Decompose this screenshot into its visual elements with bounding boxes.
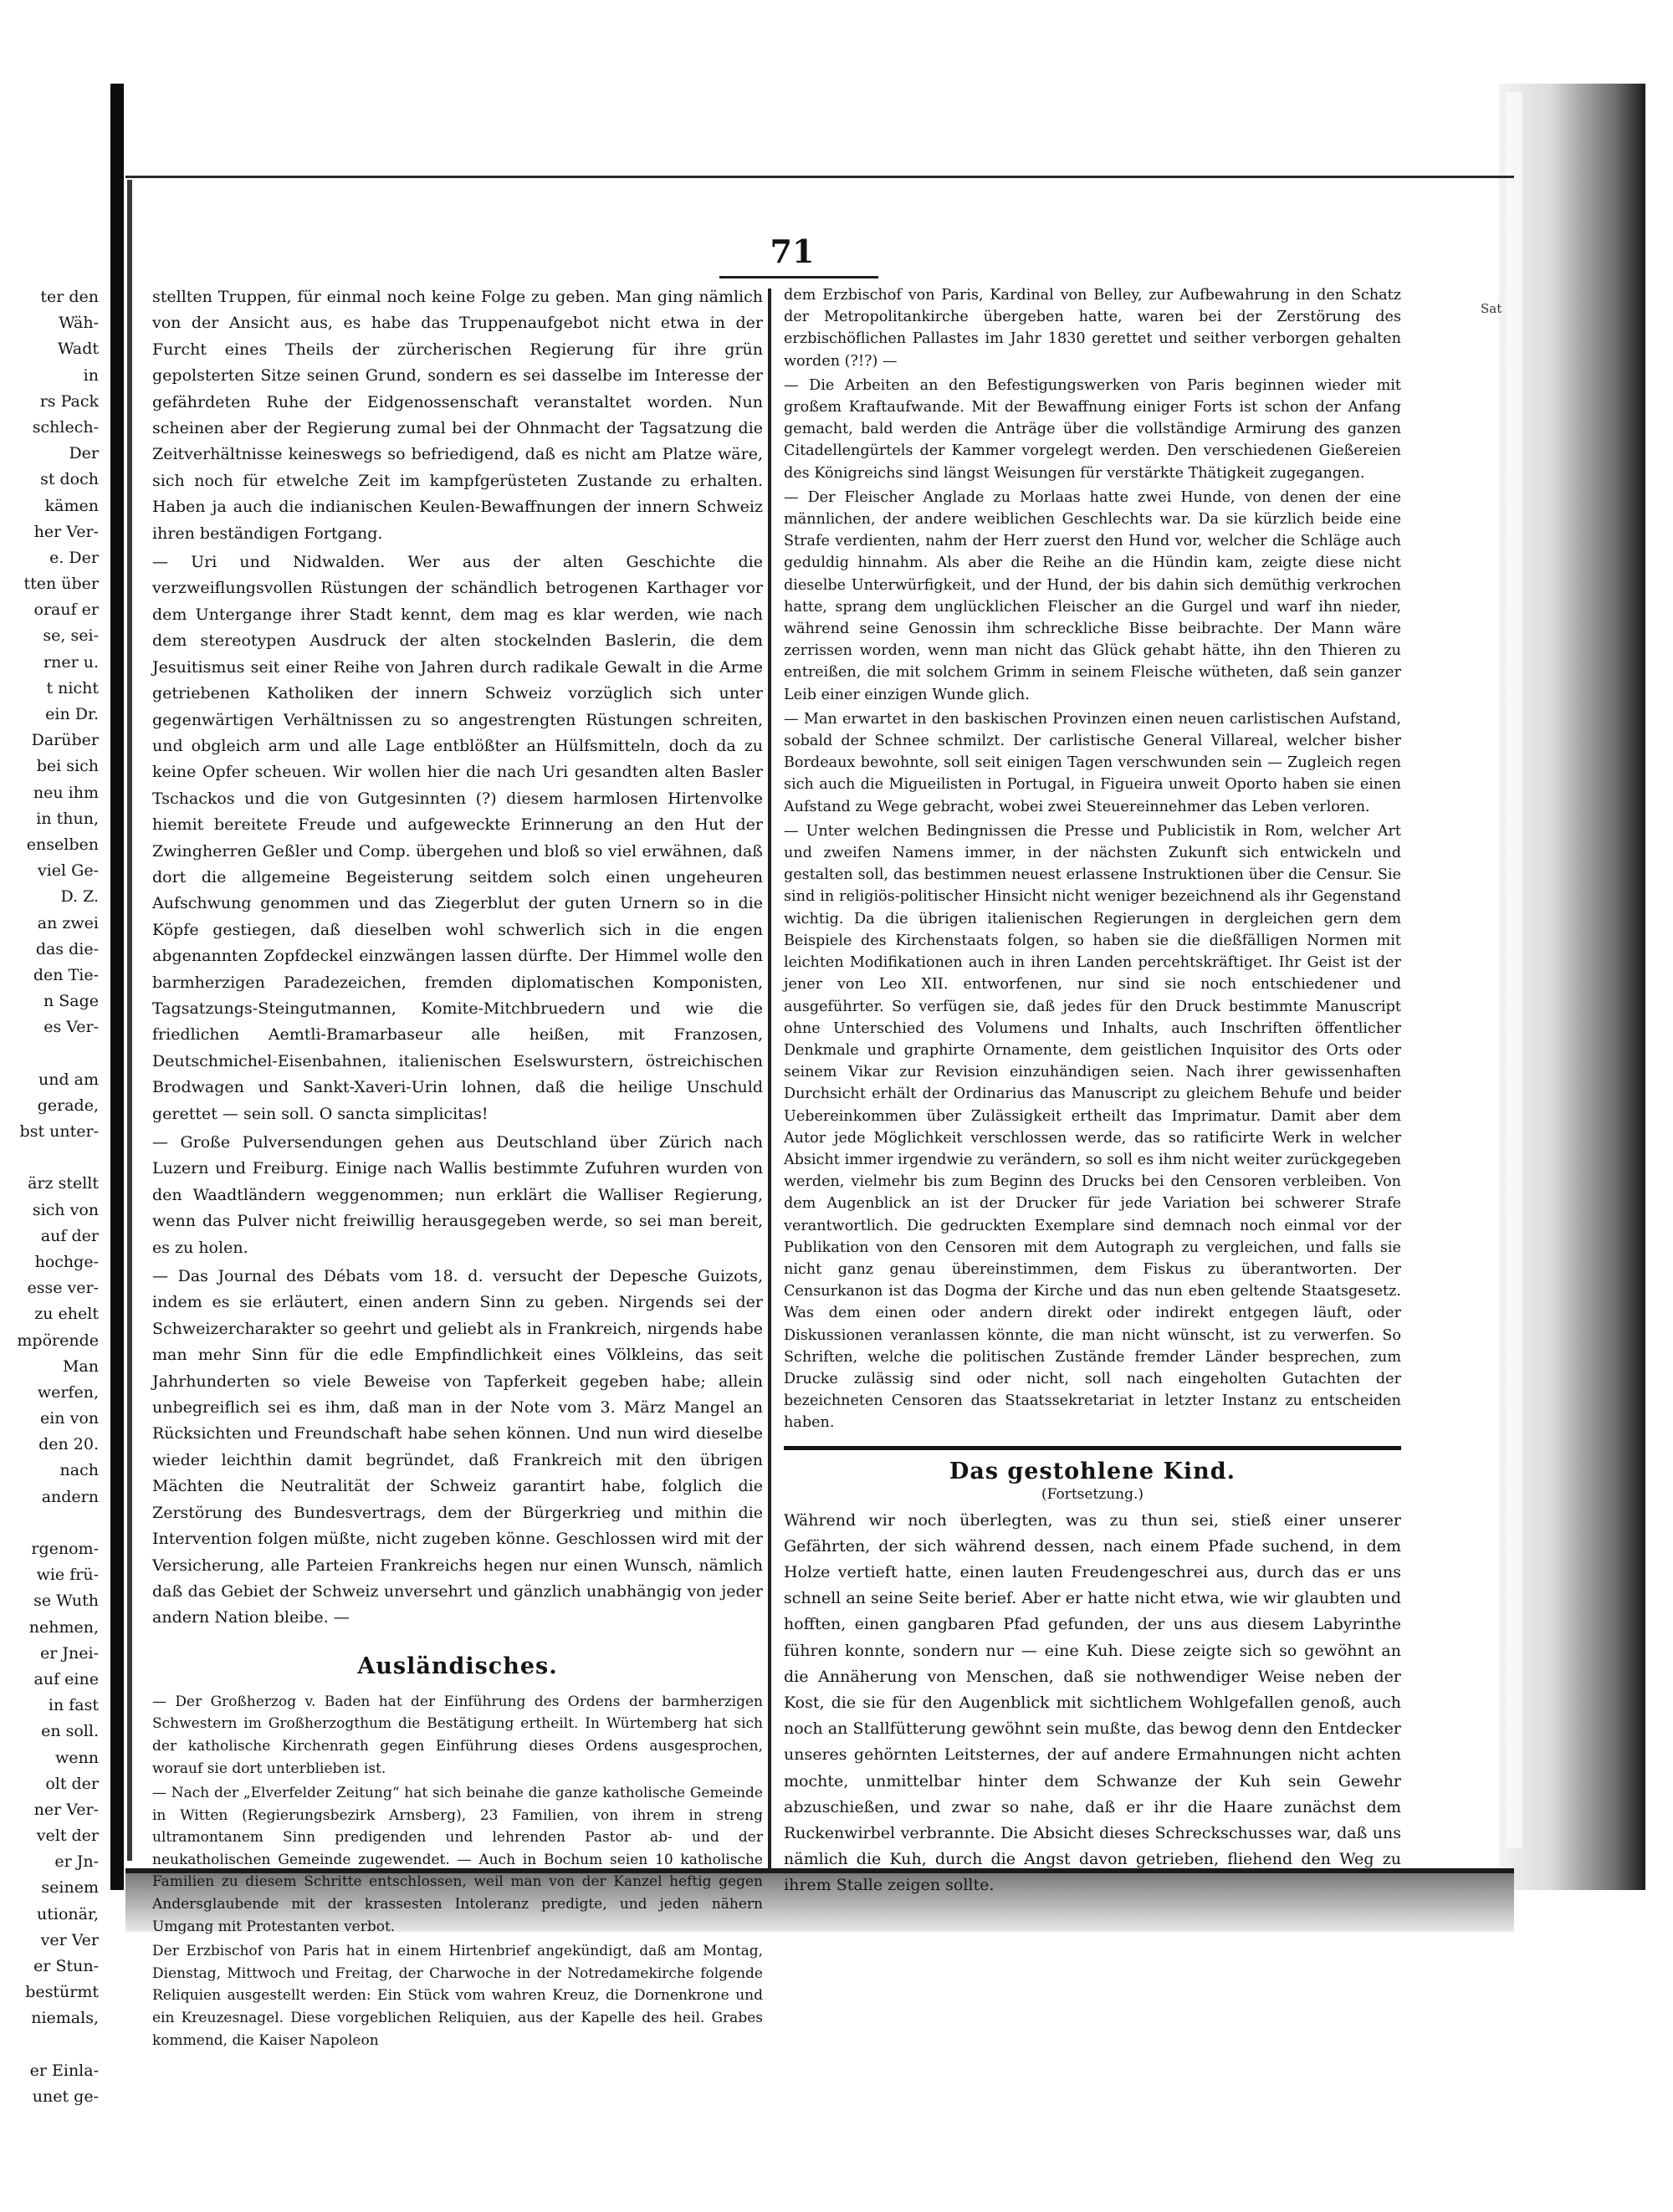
left-fragment-line: seinem [41, 1878, 99, 1898]
left-fragment-line: er Stun- [33, 1957, 99, 1975]
story-title: Das gestohlene Kind. [949, 1458, 1236, 1484]
left-fragment-line [0, 1510, 102, 1536]
news-paragraph: — Unter welchen Bedingnissen die Presse und Publicistik in Rom, welcher Art und zweifen Namens immer, in der nächsten Zukunft sich entwickeln und gestalten soll, das bestimmen neuest erlassene Instruktionen über die Censur. Sie sind in religiös-politischer Hinsicht nicht weniger bezeichnend als ihr Gegenstand wichtig. Da die übrigen italienischen Regierungen in dergleichen gern dem Beispiele des Kirchenstaats folgen, so haben sie die dießfälligen Normen mit leichten Modifikationen auch in ihren Landen percehtskräftiget. Ihr Geist ist der jener von Leo XII. entworfenen, nur sind sie noch entschiedener und ausgeführter. So verfügen sie, daß jedes für den Druck bestimmte Manuscript ohne Unterschied des Volumens und Inhalts, auch Inschriften öffentlicher Denkmale und graphirte Ornamente, dem geistlichen Inquisitor des Orts oder seinem Vikar zur Revision einzuhändigen seien. Nach ihrer gewissenhaften Durchsicht erhält der Ordinarius das Manuscript zu gleichem Behufe und beider Uebereinkommen über Zulässigkeit ertheilt das Imprimatur. Damit aber dem Autor jede Möglichkeit verschlossen werde, das so ratificirte Werk in welcher Absicht immer irgendwie zu verändern, so soll es ihm nicht weiter zurückgegeben werden, vielmehr bis zum Beginn des Drucks bei den Censoren verbleiben. Von dem Augenblick an ist der Drucker für jede Variation bei schwerer Strafe verantwortlich. Die gedruckten Exemplare sind demnach noch einmal vor der Publikation von den Censoren mit dem Autograph zu vergleichen, und falls sie nicht ganz genau übereinstimmen, dem Fiskus zu überantworten. Der Censurkanon ist das Dogma der Kirche und das nun eben geltende Staatsgesetz. Was dem einen oder andern direkt oder indirekt entgegen läuft, oder Diskussionen veranlassen könnte, die man nicht wünscht, ist zu verwerfen. So Schriften, welche die politischen Zustände fremder Länder besprechen, zum Drucke zulässig sind oder nicht, soll nach eingeholten Gutachten der bezeichneten Censoren das Staatssekretariat in letzter Instanz zu entscheiden haben. [784, 822, 1401, 1432]
foreign-news-item: Der Erzbischof von Paris hat in einem Hirtenbrief angekündigt, daß am Montag, Dienstag, Mittwoch und Freitag, der Charwoche in der Notredamekirche folgende Reliquien ausgestellt werden: Ein Stück vom wahren Kreuz, die Dornenkrone und ein Kreuzesnagel. Diese vorgeblichen Reliquien, aus der Kapelle des heil. Grabes kommend, die Kaiser Napoleon [152, 1943, 763, 2049]
left-fragment-line: hochge- [34, 1252, 99, 1271]
article-paragraph: stellten Truppen, für einmal noch keine Folge zu geben. Man ging nämlich von der Ansicht aus, es habe das Truppenaufgebot nicht etwa in der Furcht eines Theils der zürcherischen Regierung für ihre grün gepolsterten Sitze seinen Grund, sondern es sei dasselbe im Interesse der gefährdeten Ruhe der Eidgenossenschaft veranstaltet worden. Nun scheinen aber der Regierung zumal bei der Ohnmacht der Tagsatzung die Zeitverhältnisse keineswegs so befriedigend, daß es nicht am Platze wäre, sich noch für etwelche Zeit im kampfgerüsteten Zustande zu erhalten. Haben ja auch die indianischen Keulen-Bewaffnungen der innern Schweiz ihren beständigen Fortgang. [152, 288, 763, 543]
left-fragment-line: den Tie- [33, 965, 99, 984]
left-fragment-line: an zwei [37, 913, 99, 932]
left-fragment-line: se Wuth [33, 1591, 99, 1611]
news-paragraph: dem Erzbischof von Paris, Kardinal von Belley, zur Aufbewahrung in den Schatz der Metropolitankirche übergeben hatte, waren bei der Zerstörung des erzbischöflichen Pallastes im Jahr 1830 gerettet und seither verborgen gehalten worden (?!?) — [784, 287, 1401, 370]
left-fragment-line: n Sage [43, 992, 99, 1011]
left-fragment-line: D. Z. [60, 887, 99, 907]
left-fragment-line: bst unter- [19, 1122, 99, 1141]
left-fragment-line: st doch [40, 470, 99, 489]
left-fragment-line: orauf er [33, 600, 99, 620]
left-fragment-line: esse ver- [27, 1279, 99, 1298]
news-paragraph: — Man erwartet in den baskischen Provinzen einen neuen carlistischen Aufstand, sobald der Schnee schmilzt. Der carlistische General Villareal, welcher bisher Bordeaux bewohnte, soll seit einigen Tagen verschwunden sein — Zugleich regen sich auch die Migueilisten in Portugal, in Figueira unweit Oporto haben sie einen Aufstand zu Wege gebracht, wobei zwei Steuereinnehmer das Leben verloren. [784, 710, 1401, 815]
left-fragment-line: wie frü- [36, 1566, 99, 1585]
left-fragment-line: es Ver- [43, 1018, 99, 1037]
news-paragraph: — Die Arbeiten an den Befestigungswerken von Paris beginnen wieder mit großem Kraftaufwande. Mit der Bewaffnung einiger Forts ist schon der Anfang gemacht, bald werden die Anträge über die vollständige Armirung des ganzen Citadellengürtels der Kammer vorgelegt werden. Den verschiedenen Gießereien des Königreichs sind längst Weisungen für verstärkte Thätigkeit zugegangen. [784, 376, 1401, 482]
article-paragraph: — Große Pulversendungen gehen aus Deutschland über Zürich nach Luzern und Freiburg. Einige nach Wallis bestimmte Zufuhren wurden von den Waadtländern weggenommen; nun erklärt die Walliser Regierung, wenn das Pulver nicht freiwillig herausgegeben werde, so sei man bereit, es zu holen. [152, 1133, 763, 1257]
page-number: 71 [770, 232, 815, 270]
story-body [784, 1508, 1401, 1899]
page-top-edge [125, 176, 1514, 178]
left-fragment-line: ein von [39, 1409, 99, 1428]
story-paragraph: Während wir noch überlegten, was zu thun sei, stieß einer unserer Gefährten, der sich während dessen, nach einem Pfade suchend, in dem Holze vertieft hatte, einen lauten Freudengeschrei aus, durch das er uns schnell an seine Seite berief. Aber er hatte nicht etwa, wie wir glaubten und hofften, einen gangbaren Pfad gefunden, der uns aus diesem Labyrinthe führen konnte, sondern nur — eine Kuh. Diese zeigte sich so gewöhnt an die Annäherung von Menschen, daß sie nothwendiger Weise neben der Kost, die sie für den Augenblick mit sichtlichem Wohlgefallen genoß, auch noch an Stallfütterung gewöhnt sein mußte, das bewog denn den Entdecker unseres gehörnten Leitsternes, der auf andere Ermahnungen nicht achten mochte, unmittelbar hinter dem Schwanze der Kuh sein Gewehr abzuschießen, und zwar so nahe, daß er ihr die Haare zunächst dem Ruckenwirbel verbrannte. Die Absicht dieses Schreckschusses war, daß uns nämlich die Kuh, durch die Angst davon getrieben, fliehend den Weg zu ihrem Stalle zeigen sollte. [784, 1510, 1401, 1895]
left-fragment-line: andern [41, 1487, 99, 1506]
center-column [152, 284, 763, 2051]
left-fragment-line: in [83, 365, 99, 385]
left-fragment-line: bei sich [36, 757, 99, 776]
article-paragraph: — Uri und Nidwalden. Wer aus der alten Geschichte die verzweiflungsvollen Rüstungen der schändlich betrogenen Karthager vor dem Untergange ihrer Stadt kennt, dem mag es klar werden, wie nach dem stereotypen Ausdruck der alten stockelnden Baslerin, die dem Jesuitismus seit einer Reihe von Jahren durch radikale Gewalt in die Arme getriebenen Katholiken der innern Schweiz vorzüglich sich unter gegenwärtigen Verhältnissen zu so angestrengten Rüstungen schreiten, und obgleich arm und alle Lage entblößter an Hülfsmitteln, doch da zu keine Opfer scheuen. Wir wollen hier die nach Uri gesandten alten Basler Tschackos und die von Gutgesinnten (?) diesem harmlosen Hirtenvolke hiemit bereitete Freude und aufgeweckte Erinnerung an den Hut der Zwingherren Geßler und Comp. übergehen und bloß so viel erwähnen, daß dort die allgemeine Begeisterung seitdem solch einen ungeheuren Aufschwung genommen und das Ziegerblut der guten Urnern so in die Köpfe gestiegen, daß dieselben wohl schwerlich sich in die engen abgenannten Zopfdeckel einzwängen lassen dürfte. Der Himmel wolle den barmherzigen Paradezeichen, fremden diplomatischen Komponisten, Tagsatzungs-Steingutmannen, Komite-Mitchbruedern und wie die friedlichen Aemtli-Bramarbaseur alle heißen, mit Franzosen, Deutschmichel-Eisenbahnen, italienischen Eselswurstern, östreichischen Brodwagen und Sankt-Xaveri-Urin lohnen, daß die heilige Unschuld gerettet — sein soll. O sancta simplicitas! [152, 553, 763, 1123]
left-fragment-line: bestürmt [25, 1983, 99, 2002]
header-rule [719, 276, 878, 278]
left-fragment-line: enselben [26, 835, 99, 854]
left-fragment-line: viel Ge- [37, 861, 99, 881]
foreign-news-item: — Nach der „Elverfelder Zeitung“ hat sich beinahe die ganze katholische Gemeinde in Witten (Regierungsbezirk Arnsberg), 23 Familien, von ihrem in streng ultramontanem Sinn predigenden und lehrenden Pastor ab- und der neukatholischen Gemeinde zugewendet. — Auch in Bochum seien 10 katholische Familien zu diesem Schritte entschlossen, weil man von der Kanzel heftig gegen Andersglaubende mit der krassesten Intoleranz predigte, und jeden nähern Umgang mit Protestanten verbot. [152, 1785, 763, 1935]
left-fragment-line: Wäh- [59, 314, 99, 333]
left-fragment-line: schlech- [32, 417, 99, 437]
left-fragment-line: den 20. [38, 1435, 99, 1454]
story-separator-rule [784, 1446, 1401, 1450]
left-fragment-line: tten über [23, 575, 99, 594]
left-fragment-line: niemals, [31, 2009, 99, 2028]
book-gutter-inner [127, 180, 132, 1861]
left-fragment-line: rner u. [43, 652, 99, 672]
left-fragment-line: utionär, [37, 1904, 99, 1923]
article-paragraph: — Das Journal des Débats vom 18. d. versucht der Depesche Guizots, indem es sie erläutert, einen andern Sinn zu geben. Nirgends sei der Schweizercharakter so geehrt und geliebt als in Frankreich, nirgends habe man mehr Sinn für die edle Empfindlichkeit eines Völkleins, das seit Jahrhunderten so viele Beweise von Tapferkeit gegeben habe; allein unbegreiflich sei es ihm, daß man in der Note vom 3. März Mangel an Rücksichten und Freundschaft habe sehen können. Und nun wird dieselbe wieder leichthin damit begründet, daß Frankreich mit den übrigen Mächten die Neutralität der Schweiz garantirt habe, folglich die Zerstörung des Bundesvertrags, dem der Bürgerkrieg und mithin die Intervention folgen müßte, nicht zugeben könne. Geschlossen wird mit der Versicherung, alle Parteien Frankreichs hegen nur einen Wunsch, nämlich daß das Gebiet der Schweiz unversehrt und gänzlich unabhängig von jeder andern Nation bleibe. — [152, 1267, 763, 1627]
left-fragment-line: t nicht [46, 678, 99, 697]
story-subtitle: (Fortsetzung.) [1041, 1485, 1144, 1503]
left-fragment-line: gerade, [37, 1096, 99, 1115]
left-fragment-line: Wadt [57, 340, 99, 359]
book-gutter [110, 84, 124, 1890]
foreign-news-item: — Der Großherzog v. Baden hat der Einführung des Ordens der barmherzigen Schwestern im Großherzogthum die Bestätigung ertheilt. In Würtemberg hat sich der katholische Kirchenrath gegen Einführung dieses Ordens ausgesprochen, worauf sie dort unterblieben ist. [152, 1693, 763, 1777]
left-fragment-line: rgenom- [31, 1540, 99, 1558]
foreign-news-paragraphs [152, 1691, 763, 2052]
left-fragment-line: in fast [48, 1696, 99, 1715]
left-fragment-line: Der [69, 444, 99, 463]
left-fragment-line: das die- [35, 939, 99, 958]
left-page-column-fragments [0, 284, 102, 2106]
left-fragment-line: e. Der [49, 548, 99, 567]
left-fragment-line: rs Pack [39, 391, 99, 411]
left-fragment-line: wenn [55, 1748, 99, 1767]
center-article-paragraphs [152, 284, 763, 1632]
left-fragment-line: werfen, [37, 1382, 99, 1402]
left-fragment-line: Man [62, 1356, 99, 1376]
left-fragment-line: ner Ver- [33, 1800, 99, 1819]
left-fragment-line: se, sei- [43, 626, 99, 646]
left-fragment-line: sich von [32, 1200, 99, 1219]
left-fragment-line [0, 2032, 102, 2058]
left-fragment-line [0, 1040, 102, 1066]
left-fragment-line: nehmen, [28, 1617, 99, 1637]
left-fragment-line: in thun, [36, 809, 99, 828]
left-fragment-line: auf eine [33, 1669, 99, 1688]
section-heading: Ausländisches. [357, 1653, 558, 1679]
left-fragment-line: neu ihm [33, 783, 99, 802]
page-edge-highlight [1506, 92, 1522, 1848]
left-fragment-line: er Jn- [54, 1852, 99, 1872]
left-fragment-line: er Jnei- [40, 1643, 99, 1663]
left-fragment-line: und am [38, 1070, 99, 1089]
left-fragment-line: ver Ver [40, 1930, 99, 1949]
left-fragment-line [0, 1145, 102, 1171]
left-fragment-line: unet ge- [32, 2087, 99, 2106]
left-fragment-line: Darüber [31, 731, 99, 750]
left-fragment-line: en soll. [41, 1722, 99, 1741]
right-column [784, 284, 1401, 1899]
left-fragment-line: mpörende [17, 1331, 99, 1350]
left-fragment-line: er Einla- [29, 2061, 99, 2080]
left-fragment-line: ärz stellt [28, 1174, 99, 1193]
left-fragment-line: zu ehelt [34, 1305, 99, 1324]
left-fragment-line: her Ver- [33, 522, 99, 541]
left-fragment-line: ein Dr. [45, 705, 99, 723]
left-fragment-line: velt der [36, 1826, 99, 1846]
left-fragment-line: kämen [44, 496, 99, 515]
column-divider [768, 289, 771, 1869]
left-fragment-line: ter den [40, 288, 99, 306]
margin-mark: Sat [1481, 301, 1502, 316]
left-fragment-line: nach [59, 1461, 99, 1480]
news-paragraph: — Der Fleischer Anglade zu Morlaas hatte zwei Hunde, von denen der eine männlichen, der andere weiblichen Geschlechts war. Da sie kürzlich beide eine Strafe verdienten, nahm der Herr zuerst den Hund vor, welcher die Schläge auch geduldig hinnahm. Als aber die Reihe an die Hündin kam, zeigte diese nicht dieselbe Unterwürfigkeit, und der Hund, der bis dahin sich demüthig verkrochen hatte, sprang dem unglücklichen Fleischer an die Gurgel und warf ihn nieder, während seine Genossin ihm schreckliche Bisse beibrachte. Der Mann wäre zerrissen worden, wenn man nicht das Glück gehabt hätte, ihn den Thieren zu entreißen, die mit solchem Grimm in seinem Fleische wütheten, daß sein ganzer Leib einer einzigen Wunde glich. [784, 488, 1401, 703]
left-fragment-line: olt der [45, 1774, 99, 1793]
left-fragment-line: auf der [40, 1226, 99, 1245]
